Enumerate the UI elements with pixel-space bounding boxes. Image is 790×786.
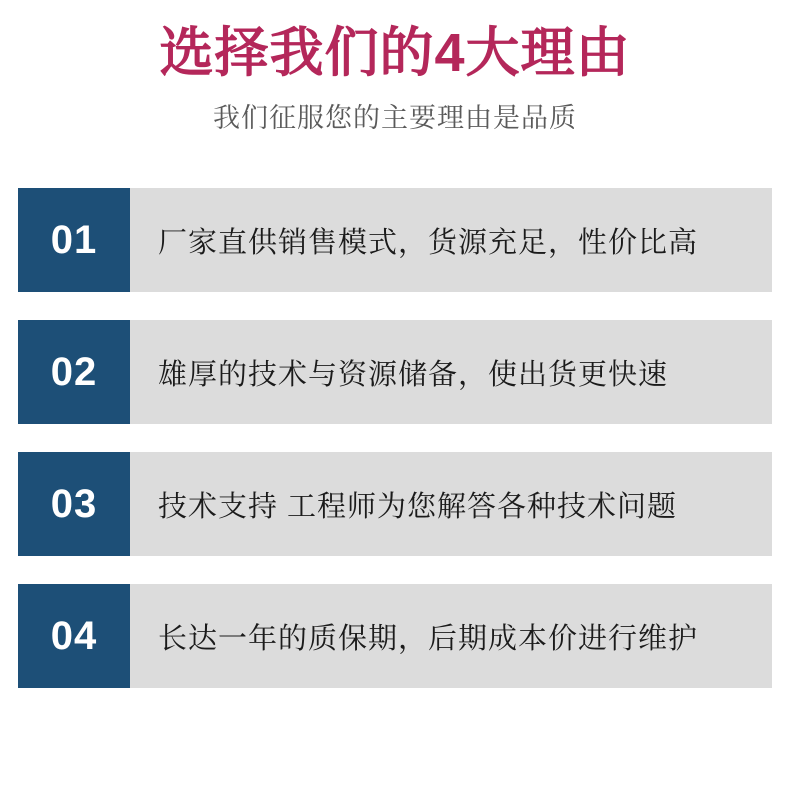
reason-number: 04 bbox=[18, 584, 130, 688]
page-title: 选择我们的4大理由 bbox=[159, 23, 631, 83]
reason-text: 技术支持 工程师为您解答各种技术问题 bbox=[130, 452, 772, 556]
list-item bbox=[18, 320, 772, 424]
list-item bbox=[18, 452, 772, 556]
reason-number: 03 bbox=[18, 452, 130, 556]
reason-number: 02 bbox=[18, 320, 130, 424]
reason-number: 01 bbox=[18, 188, 130, 292]
list-item bbox=[18, 188, 772, 292]
list-item bbox=[18, 584, 772, 688]
page-subtitle: 我们征服您的主要理由是品质 bbox=[213, 103, 577, 133]
reason-text: 长达一年的质保期，后期成本价进行维护 bbox=[130, 584, 772, 688]
reasons-list bbox=[0, 188, 790, 688]
reason-text: 雄厚的技术与资源储备，使出货更快速 bbox=[130, 320, 772, 424]
page-header bbox=[0, 0, 790, 138]
reason-text: 厂家直供销售模式，货源充足，性价比高 bbox=[130, 188, 772, 292]
